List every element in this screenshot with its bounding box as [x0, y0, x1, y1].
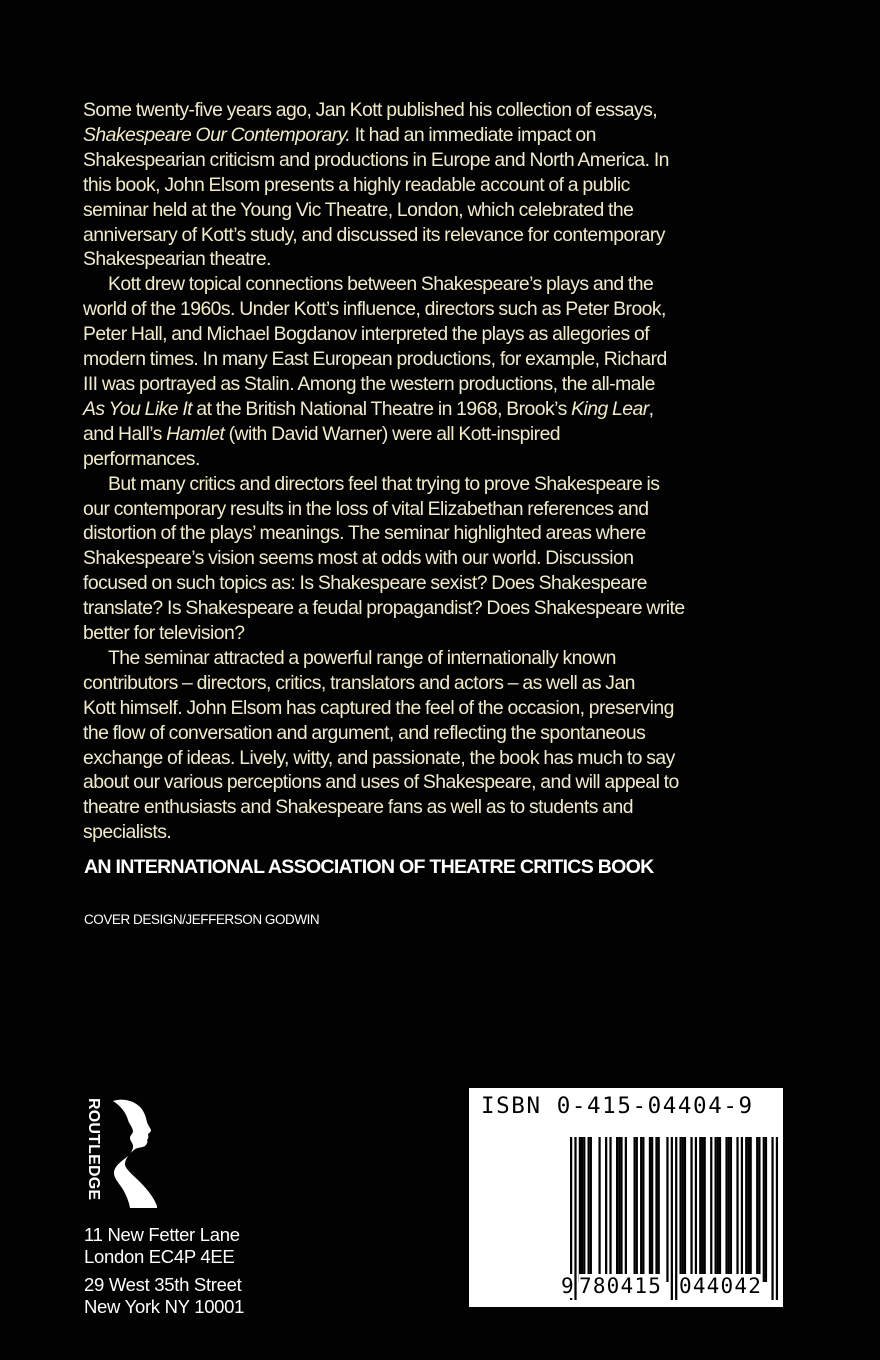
series-line: AN INTERNATIONAL ASSOCIATION OF THEATRE CRITICS BOOK: [84, 856, 654, 878]
blurb-line: Kott drew topical connections between Shakespeare’s plays and the: [108, 273, 654, 296]
address-line: London EC4P 4EE: [84, 1246, 235, 1267]
blurb-line: Some twenty-five years ago, Jan Kott published his collection of essays,: [83, 99, 658, 121]
blurb-line: translate? Is Shakespeare a feudal propagandist? Does Shakespeare write: [83, 597, 685, 620]
blurb-paragraph: [83, 98, 795, 272]
address-line: 29 West 35th Street: [84, 1274, 242, 1295]
blurb-line: Shakespeare Our Contemporary. It had an immediate impact on: [83, 123, 596, 146]
blurb-line: The seminar attracted a powerful range of internationally known: [108, 646, 616, 669]
blurb-line: focused on such topics as: Is Shakespeare sexist? Does Shakespeare: [83, 572, 647, 595]
blurb-line: this book, John Elsom presents a highly readable account of a public: [83, 173, 630, 196]
blurb-line: world of the 1960s. Under Kott’s influence, directors such as Peter Brook,: [83, 298, 666, 321]
blurb-line: contributors – directors, critics, translators and actors – as well as Jan: [83, 671, 635, 694]
blurb-paragraph: [83, 272, 795, 471]
blurb-line: As You Like It at the British National Theatre in 1968, Brook’s King Lear,: [83, 397, 654, 420]
blurb-line: anniversary of Kott’s study, and discussed its relevance for contemporary: [83, 223, 665, 246]
ean-left-digits: 780415: [579, 1274, 663, 1298]
blurb-line: distortion of the plays’ meanings. The seminar highlighted areas where: [83, 522, 646, 545]
blurb-line: about our various perceptions and uses of Shakespeare, and will appeal to: [83, 771, 679, 794]
blurb-line: exchange of ideas. Lively, witty, and passionate, the book has much to say: [83, 746, 675, 769]
routledge-profile-icon: [112, 1098, 162, 1210]
blurb-line: But many critics and directors feel that trying to prove Shakespeare is: [108, 472, 660, 495]
blurb-line: theatre enthusiasts and Shakespeare fans as well as to students and: [83, 796, 633, 819]
isbn-barcode-box: [469, 1088, 783, 1307]
blurb-line: specialists.: [83, 821, 172, 844]
cover-design-credit: COVER DESIGN/JEFFERSON GODWIN: [84, 912, 320, 927]
ean-first-digit: 9: [561, 1274, 574, 1298]
blurb-line: Shakespearian theatre.: [83, 248, 271, 271]
isbn-label: ISBN 0-415-04404-9: [481, 1093, 754, 1119]
blurb-line: the flow of conversation and argument, and reflecting the spontaneous: [83, 721, 646, 744]
blurb-line: seminar held at the Young Vic Theatre, London, which celebrated the: [83, 198, 634, 221]
ean-right-digits: 044042: [679, 1274, 763, 1298]
back-cover-blurb: [83, 98, 795, 845]
italic-title: King Lear: [571, 397, 649, 420]
blurb-line: performances.: [83, 447, 200, 470]
blurb-paragraph: [83, 472, 795, 646]
italic-title: Hamlet: [166, 422, 225, 445]
routledge-logo: [82, 1098, 162, 1210]
blurb-line: and Hall’s Hamlet (with David Warner) were all Kott-inspired: [83, 422, 561, 445]
blurb-line: our contemporary results in the loss of vital Elizabethan references and: [83, 497, 649, 520]
blurb-line: modern times. In many East European productions, for example, Richard: [83, 348, 667, 371]
blurb-line: III was portrayed as Stalin. Among the western productions, the all-male: [83, 372, 655, 395]
address-line: 11 New Fetter Lane: [84, 1224, 240, 1245]
publisher-wordmark: ROUTLEDGE: [85, 1098, 102, 1201]
blurb-paragraph: [83, 646, 795, 845]
new-york-address: [84, 1274, 244, 1318]
blurb-line: Peter Hall, and Michael Bogdanov interpreted the plays as allegories of: [83, 323, 650, 346]
blurb-line: Shakespearian criticism and productions in Europe and North America. In: [83, 148, 669, 171]
blurb-line: better for television?: [83, 622, 245, 645]
blurb-line: Shakespeare’s vision seems most at odds with our world. Discussion: [83, 547, 634, 570]
italic-title: As You Like It: [83, 397, 193, 420]
address-line: New York NY 10001: [84, 1296, 245, 1317]
london-address: [84, 1224, 240, 1268]
blurb-line: Kott himself. John Elsom has captured the feel of the occasion, preserving: [83, 696, 674, 719]
italic-title: Shakespeare Our Contemporary.: [83, 123, 351, 146]
